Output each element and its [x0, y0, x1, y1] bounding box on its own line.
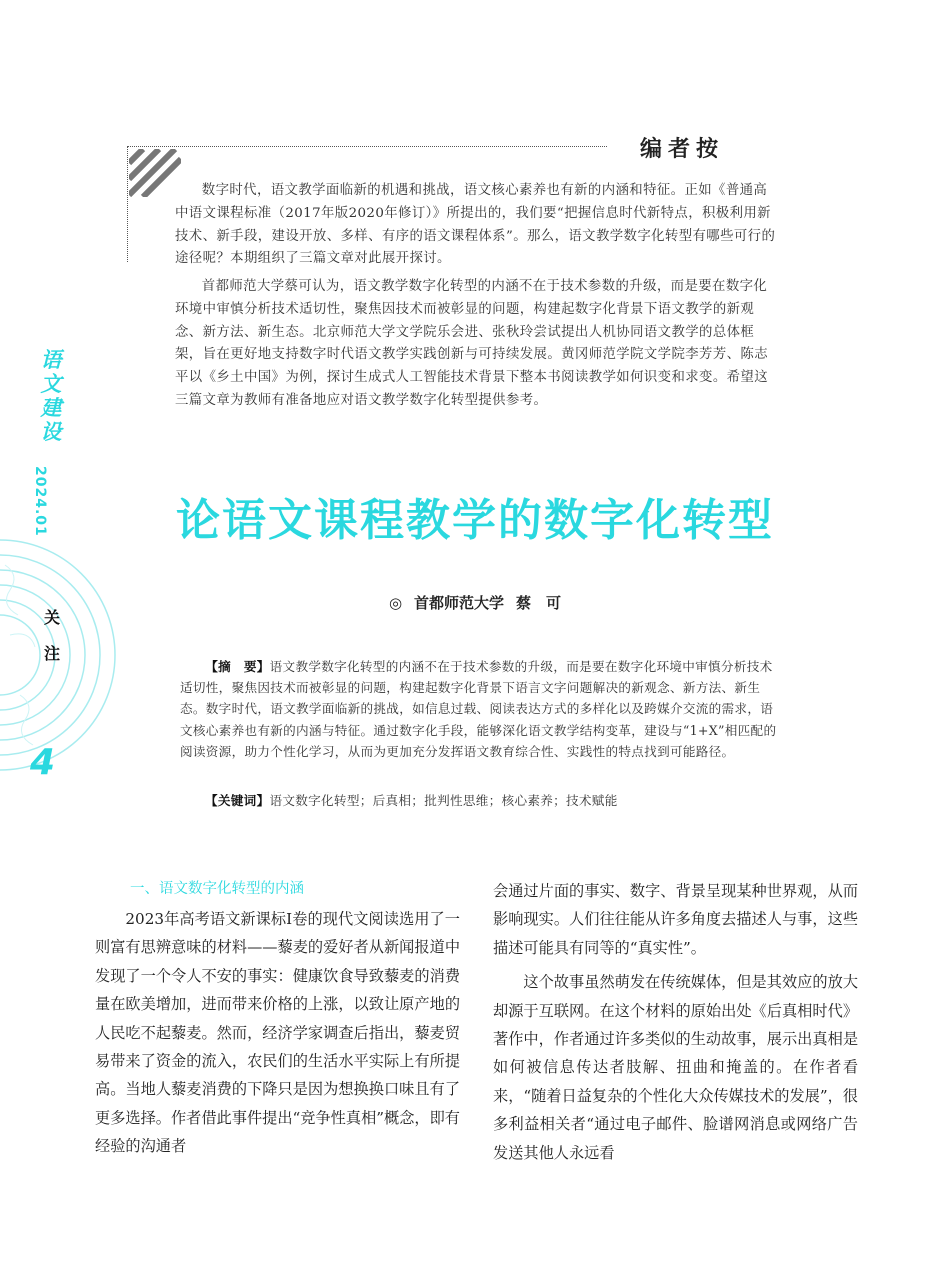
keywords	[205, 790, 805, 811]
section-label: 关注	[43, 608, 60, 663]
author-affiliation: 首都师范大学	[414, 594, 505, 612]
page-number: 4	[30, 742, 56, 783]
abstract	[180, 656, 780, 762]
body-right-column	[493, 877, 858, 1167]
editor-note-paragraph: 首都师范大学蔡可认为，语文教学数字化转型的内涵不在于技术参数的升级，而是要在数字化环境中审慎分析技术适切性，聚焦因技术而被彰显的问题，构建起数字化背景下语文教学的新观念、新方法、新生态。北京师范大学文学院乐会进、张秋玲尝试提出人机协同语文教学的总体框架，旨在更好地支持数字时代语文教学实践创新与可持续发展。黄冈师范学院文学院李芳芳、陈志平以《乡土中国》为例，探讨生成式人工智能技术背景下整本书阅读教学如何识变和求变。希望这三篇文章为教师有准备地应对语文教学数字化转型提供参考。	[175, 279, 768, 408]
body-paragraph: 这个故事虽然萌发在传统媒体，但是其效应的放大却源于互联网。在这个材料的原始出处《后真相时代》著作中，作者通过许多类似的生动故事，展示出真相是如何被信息传达者肢解、扭曲和掩盖的。在作者看来，“随着日益复杂的个性化大众传媒技术的发展”，很多利益相关者“通过电子邮件、脸谱网消息或网络广告发送其他人永远看	[493, 973, 858, 1162]
section-heading: 一、语文数字化转型的内涵	[130, 881, 304, 897]
article-title: 论语文课程教学的数字化转型	[176, 495, 774, 546]
body-left-column	[95, 905, 460, 1161]
abstract-text: 语文教学数字化转型的内涵不在于技术参数的升级，而是要在数字化环境中审慎分析技术适切性，聚焦因技术而被彰显的问题，构建起数字化背景下语言文字问题解决的新观念、新方法、新生态。数字时代，语文教学面临新的挑战，如信息过载、阅读表达方式的多样化以及跨媒介交流的需求，语文核心素养也有新的内涵与特征。通过数字化手段，能够深化语文教学结构变革，建设与“1+X”相匹配的阅读资源，助力个性化学习，从而为更加充分发挥语文教育综合性、实践性的特点找到可能路径。	[180, 659, 777, 759]
body-paragraph: 会通过片面的事实、数字、背景呈现某种世界观，从而影响现实。人们往往能从许多角度去描述人与事，这些描述可能具有同等的“真实性”。	[493, 882, 858, 957]
author-name: 蔡 可	[516, 594, 562, 612]
stripes-decoration	[129, 149, 181, 197]
body-paragraph: 2023年高考语文新课标Ⅰ卷的现代文阅读选用了一则富有思辨意味的材料——藜麦的爱好者从新闻报道中发现了一个令人不安的事实：健康饮食导致藜麦的消费量在欧美增加，进而带来价格的上涨，以致让原产地的人民吃不起藜麦。然而，经济学家调查后指出，藜麦贸易带来了资金的流入，农民们的生活水平实际上有所提高。当地人藜麦消费的下降只是因为想换换口味且有了更多选择。作者借此事件提出“竞争性真相”概念，即有经验的沟通者	[95, 910, 460, 1156]
editor-note-title: 编者按	[640, 136, 725, 162]
author-line	[0, 592, 950, 613]
issue-number: 2024.01	[32, 466, 48, 537]
keywords-text: 语文数字化转型；后真相；批判性思维；核心素养；技术赋能	[269, 793, 618, 808]
author-mark: ◎	[388, 594, 403, 612]
editor-note-paragraph: 数字时代，语文教学面临新的机遇和挑战，语文核心素养也有新的内涵和特征。正如《普通高中语文课程标准（2017年版2020年修订）》所提出的，我们要“把握信息时代新特点，积极利用新技术、新手段，建设开放、多样、有序的语文课程体系”。那么，语文教学数字化转型有哪些可行的途径呢？本期组织了三篇文章对此展开探讨。	[175, 183, 776, 267]
editor-note-side-rule	[127, 146, 128, 262]
editor-note-top-rule	[127, 146, 607, 147]
abstract-label: 【摘 要】	[205, 659, 270, 674]
journal-name: 语文建设	[40, 347, 62, 444]
keywords-label: 【关键词】	[205, 793, 270, 808]
